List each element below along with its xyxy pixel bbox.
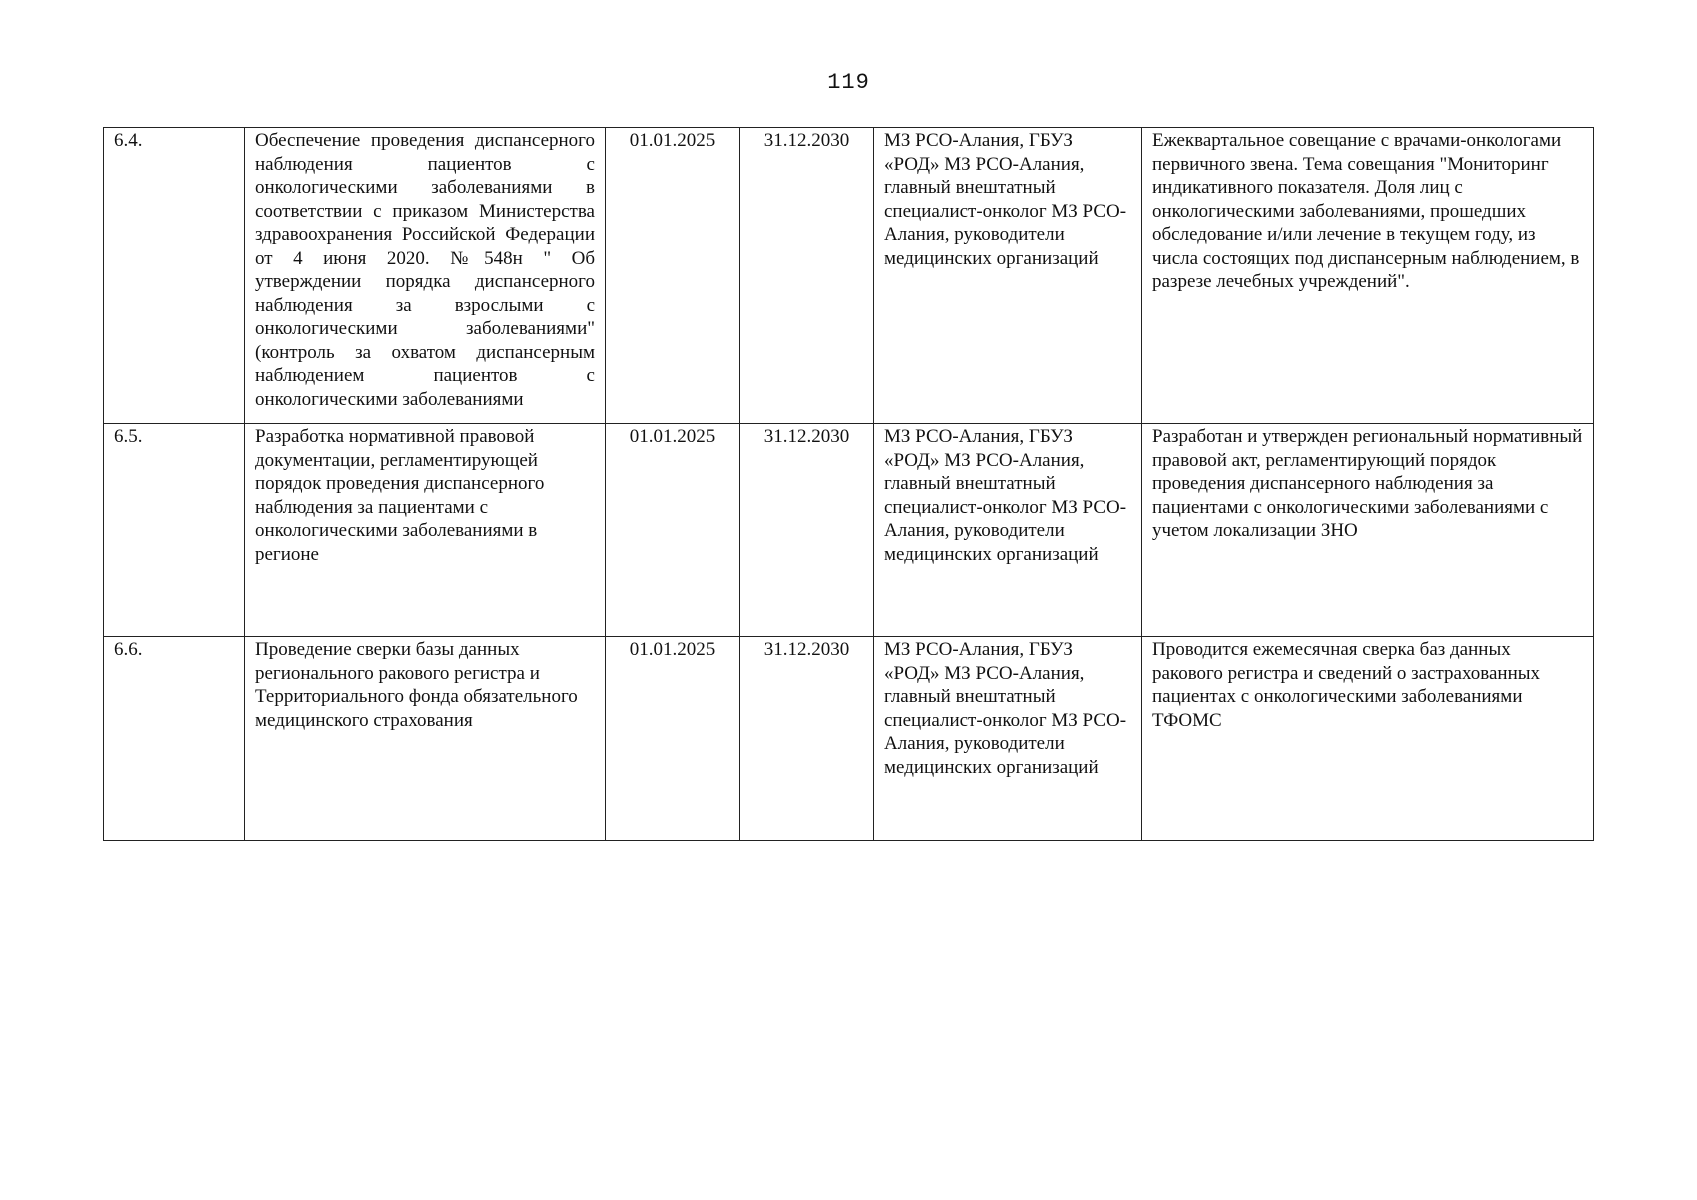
row-number: 6.4. bbox=[104, 128, 245, 424]
table-row bbox=[104, 128, 1594, 424]
expected-result: Проводится ежемесячная сверка баз данных ракового регистра и сведений о застрахованных пациентах с онкологическими заболеваниями ТФОМС bbox=[1142, 637, 1594, 841]
expected-result: Ежеквартальное совещание с врачами-онкологами первичного звена. Тема совещания "Мониторинг индикативного показателя. Доля лиц с онкологическими заболеваниями, прошедших обследование и/или лечение в текущем году, из числа состоящих под диспансерным наблюдением, в разрезе лечебных учреждений". bbox=[1142, 128, 1594, 424]
start-date: 01.01.2025 bbox=[606, 128, 740, 424]
responsible-parties: МЗ РСО-Алания, ГБУЗ «РОД» МЗ РСО-Алания, главный внештатный специалист-онколог МЗ РСО-Алания, руководители медицинских организаций bbox=[874, 637, 1142, 841]
page-number: 119 bbox=[827, 70, 870, 95]
responsible-parties: МЗ РСО-Алания, ГБУЗ «РОД» МЗ РСО-Алания, главный внештатный специалист-онколог МЗ РСО-Алания, руководители медицинских организаций bbox=[874, 424, 1142, 637]
start-date: 01.01.2025 bbox=[606, 424, 740, 637]
row-number: 6.6. bbox=[104, 637, 245, 841]
row-number: 6.5. bbox=[104, 424, 245, 637]
event-description: Проведение сверки базы данных регионального ракового регистра и Территориального фонда обязательного медицинского страхования bbox=[245, 637, 606, 841]
activities-table bbox=[103, 127, 1594, 841]
start-date: 01.01.2025 bbox=[606, 637, 740, 841]
event-description: Обеспечение проведения диспансерного наблюдения пациентов с онкологическими заболеваниями в соответствии с приказом Министерства здравоохранения Российской Федерации от 4 июня 2020. №548н " Об утверждении порядка диспансерного наблюдения за взрослыми с онкологическими заболеваниями" (контроль за охватом диспансерным наблюдением пациентов с онкологическими заболеваниями bbox=[245, 128, 606, 424]
end-date: 31.12.2030 bbox=[740, 424, 874, 637]
end-date: 31.12.2030 bbox=[740, 128, 874, 424]
table-row bbox=[104, 637, 1594, 841]
end-date: 31.12.2030 bbox=[740, 637, 874, 841]
responsible-parties: МЗ РСО-Алания, ГБУЗ «РОД» МЗ РСО-Алания, главный внештатный специалист-онколог МЗ РСО-Алания, руководители медицинских организаций bbox=[874, 128, 1142, 424]
expected-result: Разработан и утвержден региональный нормативный правовой акт, регламентирующий порядок проведения диспансерного наблюдения за пациентами с онкологическими заболеваниями с учетом локализации ЗНО bbox=[1142, 424, 1594, 637]
table-row bbox=[104, 424, 1594, 637]
event-description: Разработка нормативной правовой документации, регламентирующей порядок проведения диспансерного наблюдения за пациентами с онкологическими заболеваниями в регионе bbox=[245, 424, 606, 637]
